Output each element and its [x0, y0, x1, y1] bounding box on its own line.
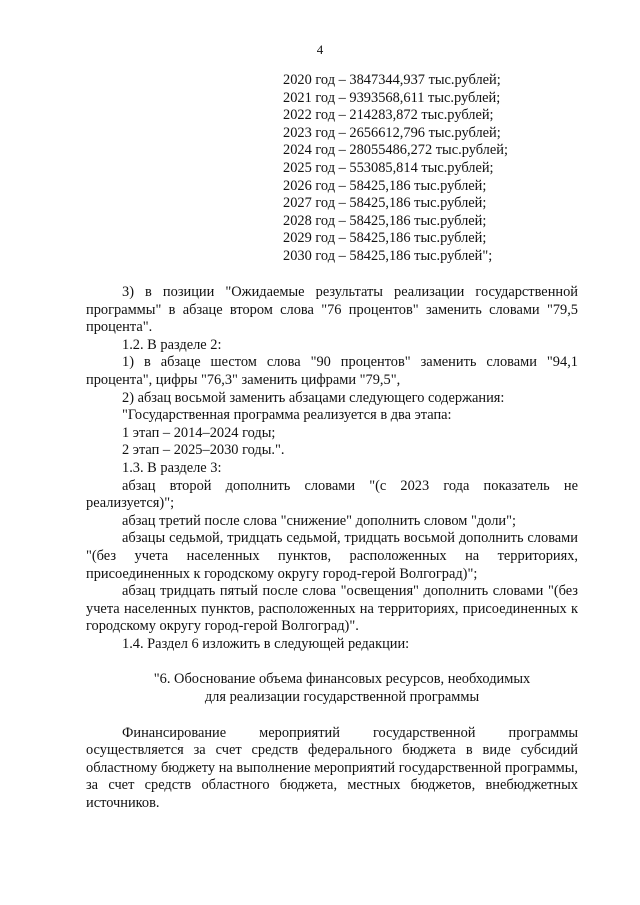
section-6-heading: [86, 671, 578, 706]
section-6-heading-line-1: "6. Обоснование объема финансовых ресурсов, необходимых: [153, 671, 531, 688]
paragraph-section-2-item-1: 1) в абзаце шестом слова "90 процентов" заменить словами "94,1 процента", цифры "76,3" заменить цифрами "79,5",: [86, 354, 578, 388]
paragraph-section-1-2: 1.2. В разделе 2:: [122, 336, 222, 353]
paragraph-section-1-3: 1.3. В разделе 3:: [122, 459, 222, 476]
year-line: 2026 год – 58425,186 тыс.рублей;: [283, 177, 487, 194]
paragraph-section-2-item-2: 2) абзац восьмой заменить абзацами следующего содержания:: [122, 389, 505, 406]
document-body: [86, 284, 578, 813]
section-6-heading-line-2: для реализации государственной программы: [204, 689, 480, 706]
year-line: 2028 год – 58425,186 тыс.рублей;: [283, 212, 487, 229]
paragraph-stage-1: 1 этап – 2014–2024 годы;: [122, 424, 276, 441]
paragraph-section-3-par-3: абзац третий после слова "снижение" дополнить словом "доли";: [122, 512, 516, 529]
paragraph-financing: Финансирование мероприятий государственной программы осуществляется за счет средств федерального бюджета в виде субсидий областному бюджету на выполнение мероприятий государственной программы, за счет средств областного бюджета, местных бюджетов, внебюджетных источников.: [86, 724, 578, 812]
page-number: 4: [316, 42, 324, 57]
year-line: 2024 год – 28055486,272 тыс.рублей;: [283, 142, 508, 159]
year-line: 2023 год – 2656612,796 тыс.рублей;: [283, 124, 501, 141]
year-line: 2025 год – 553085,814 тыс.рублей;: [283, 159, 494, 176]
paragraph-section-3-par-7: абзацы седьмой, тридцать седьмой, тридцать восьмой дополнить словами "(без учета населенных пунктов, расположенных на территориях, присоединенных к городскому округу город-герой Волгоград)";: [86, 530, 578, 582]
paragraph-section-1-4: 1.4. Раздел 6 изложить в следующей редакции:: [122, 635, 410, 652]
paragraph-stage-2: 2 этап – 2025–2030 годы.".: [122, 442, 285, 459]
paragraph-quote-stages: "Государственная программа реализуется в два этапа:: [122, 407, 452, 424]
year-line: 2027 год – 58425,186 тыс.рублей;: [283, 195, 487, 212]
year-line: 2029 год – 58425,186 тыс.рублей;: [283, 230, 487, 247]
year-line: 2022 год – 214283,872 тыс.рублей;: [283, 107, 494, 124]
year-line: 2030 год – 58425,186 тыс.рублей";: [283, 247, 493, 264]
paragraph-section-3-par-2: абзац второй дополнить словами "(с 2023 года показатель не реализуется)";: [86, 477, 578, 512]
year-line: 2020 год – 3847344,937 тыс.рублей;: [283, 72, 501, 88]
paragraph-item-3: 3) в позиции "Ожидаемые результаты реализации государственной программы" в абзаце втором слова "76 процентов" заменить словами "79,5 процента".: [86, 284, 578, 336]
paragraph-section-3-par-35: абзац тридцать пятый после слова "освещения" дополнить словами "(без учета населенных пунктов, расположенных на территориях, присоединенных к городскому округу город-герой Волгоград)".: [86, 583, 578, 635]
year-line: 2021 год – 9393568,611 тыс.рублей;: [283, 89, 501, 106]
funding-by-year-list: [283, 72, 508, 266]
